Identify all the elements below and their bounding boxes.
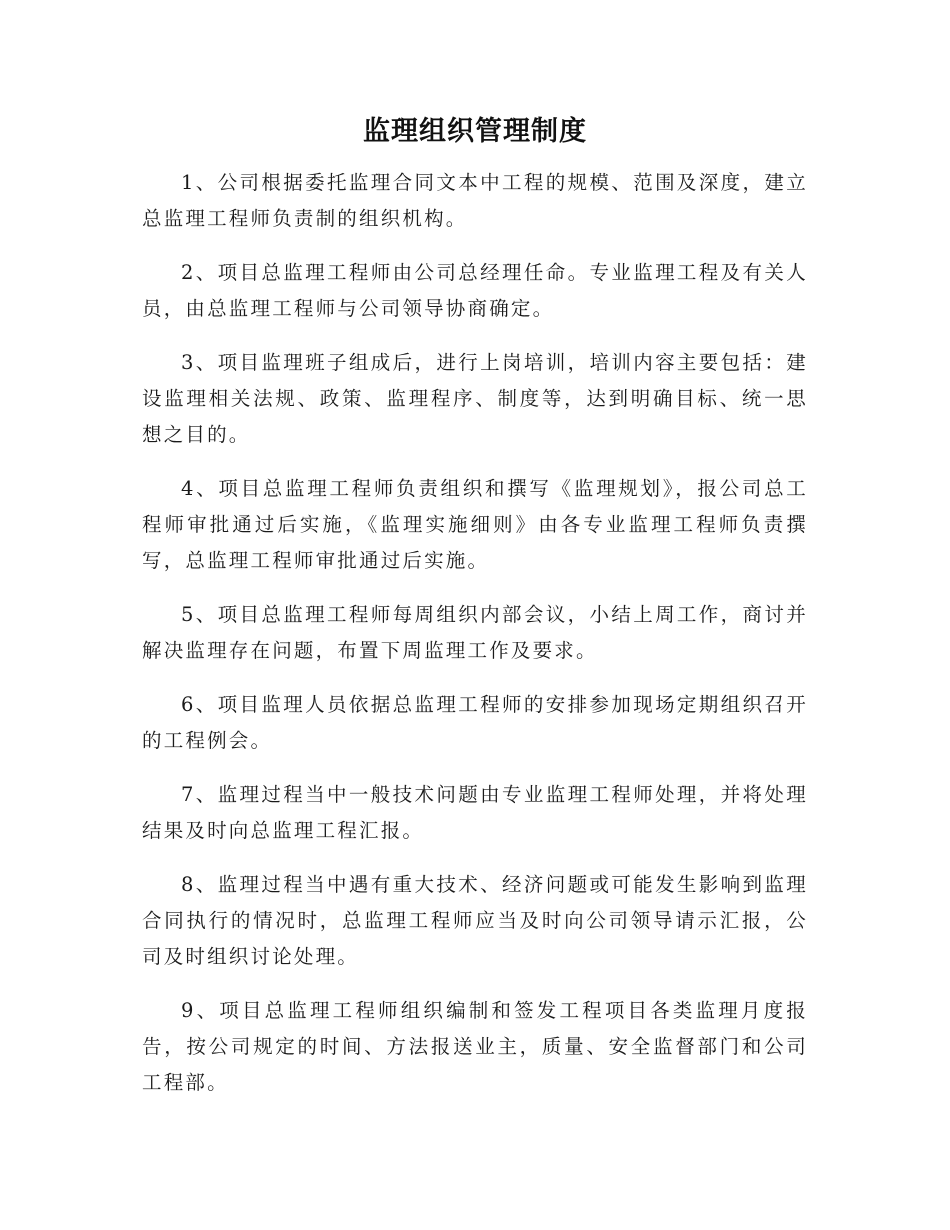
paragraph-5: 5、项目总监理工程师每周组织内部会议，小结上周工作，商讨并解决监理存在问题，布置下周监理工作及要求。 (142, 603, 808, 662)
paragraph-9: 9、项目总监理工程师组织编制和签发工程项目各类监理月度报告，按公司规定的时间、方法报送业主，质量、安全监督部门和公司工程部。 (142, 999, 808, 1094)
paragraph-6: 6、项目监理人员依据总监理工程师的安排参加现场定期组织召开的工程例会。 (142, 693, 808, 752)
paragraph-8: 8、监理过程当中遇有重大技术、经济问题或可能发生影响到监理合同执行的情况时，总监理工程师应当及时向公司领导请示汇报，公司及时组织讨论处理。 (142, 873, 808, 968)
paragraph-1: 1、公司根据委托监理合同文本中工程的规模、范围及深度，建立总监理工程师负责制的组织机构。 (142, 171, 808, 230)
paragraph-2: 2、项目总监理工程师由公司总经理任命。专业监理工程及有关人员，由总监理工程师与公司领导协商确定。 (142, 261, 808, 320)
paragraph-3: 3、项目监理班子组成后，进行上岗培训，培训内容主要包括：建设监理相关法规、政策、监理程序、制度等，达到明确目标、统一思想之目的。 (142, 351, 808, 446)
paragraph-7: 7、监理过程当中一般技术问题由专业监理工程师处理，并将处理结果及时向总监理工程汇报。 (142, 783, 808, 842)
document-body (142, 165, 808, 1119)
paragraph-4: 4、项目总监理工程师负责组织和撰写《监理规划》，报公司总工程师审批通过后实施，《监理实施细则》由各专业监理工程师负责撰写，总监理工程师审批通过后实施。 (142, 477, 808, 572)
page-title: 监理组织管理制度 (363, 116, 587, 147)
